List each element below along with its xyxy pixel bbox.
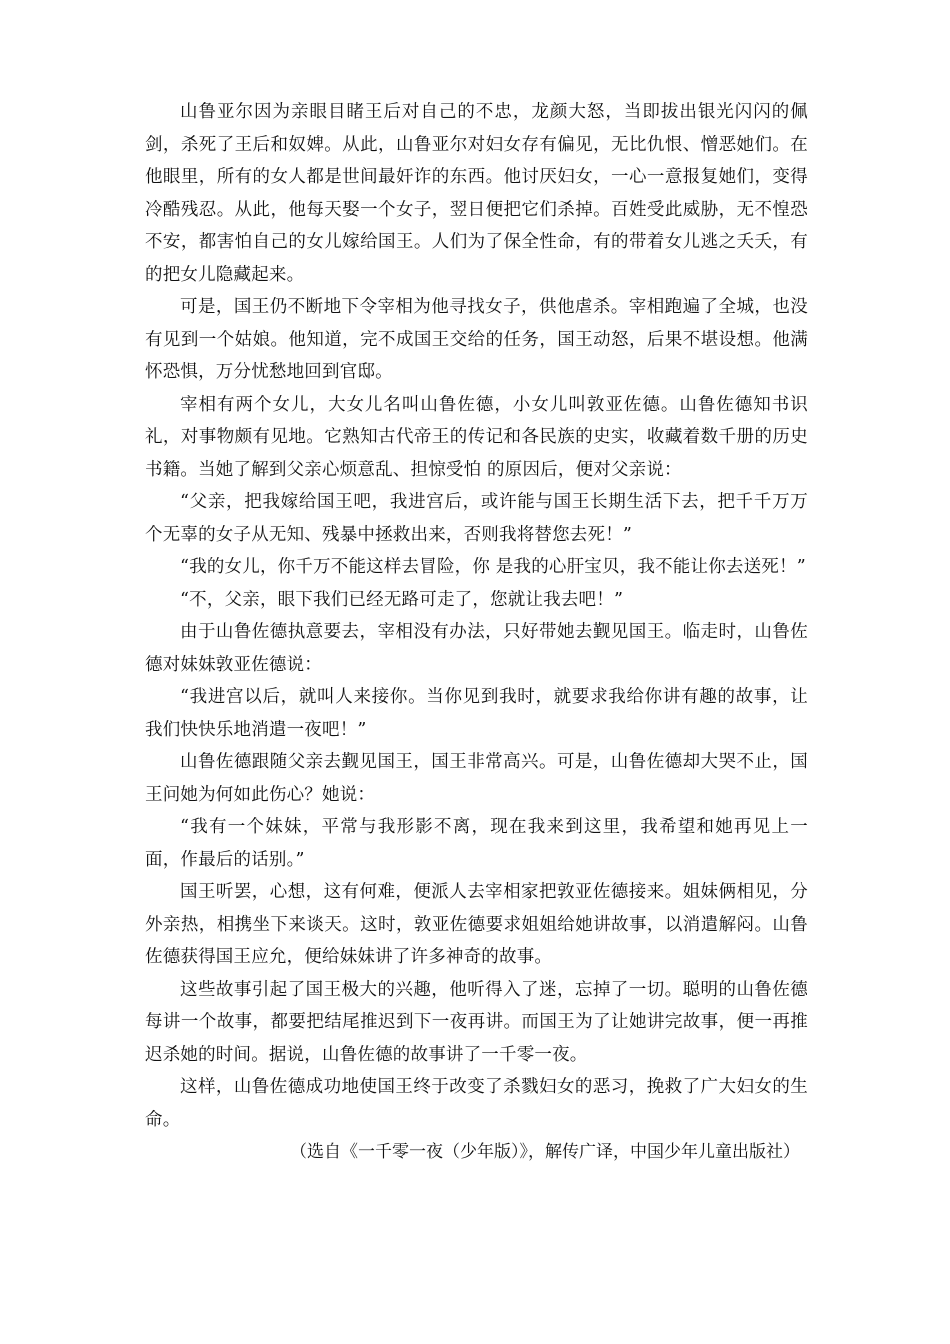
document-page <box>145 96 808 1169</box>
paragraph-5: “我的女儿，你千万不能这样去冒险，你 是我的心肝宝贝，我不能让你去送死！” <box>180 557 806 577</box>
paragraph-6: “不，父亲，眼下我们已经无路可走了，您就让我去吧！” <box>180 589 624 610</box>
paragraph-11: 国王听罢，心想，这有何难，便派人去宰相家把敦亚佐德接来。姐妹俩相见，分外亲热，相携坐下来谈天。这时，敦亚佐德要求姐姐给她讲故事，以消遣解闷。山鲁佐德获得国王应允，便给妹妹讲了许多神奇的故事。 <box>145 882 808 967</box>
paragraph-3: 宰相有两个女儿，大女儿名叫山鲁佐德，小女儿叫敦亚佐德。山鲁佐德知书识礼，对事物颇有见地。它熟知古代帝王的传记和各民族的史实，收藏着数千册的历史书籍。当她了解到父亲心烦意乱、担惊受怕 的原因后，便对父亲说： <box>145 394 808 480</box>
paragraph-4: “父亲，把我嫁给国王吧，我进宫后，或许能与国王长期生活下去，把千千万万个无辜的女子从无知、残暴中拯救出来，否则我将替您去死！” <box>145 492 808 545</box>
paragraph-9: 山鲁佐德跟随父亲去觐见国王，国王非常高兴。可是，山鲁佐德却大哭不止，国王问她为何如此伤心？她说： <box>145 752 808 805</box>
paragraph-13: 这样，山鲁佐德成功地使国王终于改变了杀戮妇女的恶习，挽救了广大妇女的生命。 <box>145 1077 808 1130</box>
source-citation: （选自《一千零一夜（少年版）》，解传广译，中国少年儿童出版社） <box>290 1142 800 1162</box>
paragraph-8: “我进宫以后，就叫人来接你。当你见到我时，就要求我给你讲有趣的故事，让我们快快乐地消遣一夜吧！” <box>145 687 808 740</box>
paragraph-10: “我有一个妹妹，平常与我形影不离，现在我来到这里，我希望和她再见上一面，作最后的话别。” <box>145 817 808 870</box>
paragraph-7: 由于山鲁佐德执意要去，宰相没有办法，只好带她去觐见国王。临走时，山鲁佐德对妹妹敦亚佐德说： <box>145 622 808 675</box>
paragraph-1: 山鲁亚尔因为亲眼目睹王后对自己的不忠，龙颜大怒，当即拔出银光闪闪的佩剑，杀死了王后和奴婢。从此，山鲁亚尔对妇女存有偏见，无比仇恨、憎恶她们。在他眼里，所有的女人都是世间最奸诈的东西。他讨厌妇女，一心一意报复她们，变得冷酷残忍。从此，他每天娶一个女子，翌日便把它们杀掉。百姓受此威胁，无不惶恐不安，都害怕自己的女儿嫁给国王。人们为了保全性命，有的带着女儿逃之夭夭，有的把女儿隐藏起来。 <box>145 102 808 285</box>
paragraph-12: 这些故事引起了国王极大的兴趣，他听得入了迷，忘掉了一切。聪明的山鲁佐德每讲一个故事，都要把结尾推迟到下一夜再讲。而国王为了让她讲完故事，便一再推迟杀她的时间。据说，山鲁佐德的故事讲了一千零一夜。 <box>145 979 808 1065</box>
paragraph-2: 可是，国王仍不断地下令宰相为他寻找女子，供他虐杀。宰相跑遍了全城，也没有见到一个姑娘。他知道，完不成国王交给的任务，国王动怒，后果不堪设想。他满怀恐惧，万分忧愁地回到官邸。 <box>145 297 808 382</box>
